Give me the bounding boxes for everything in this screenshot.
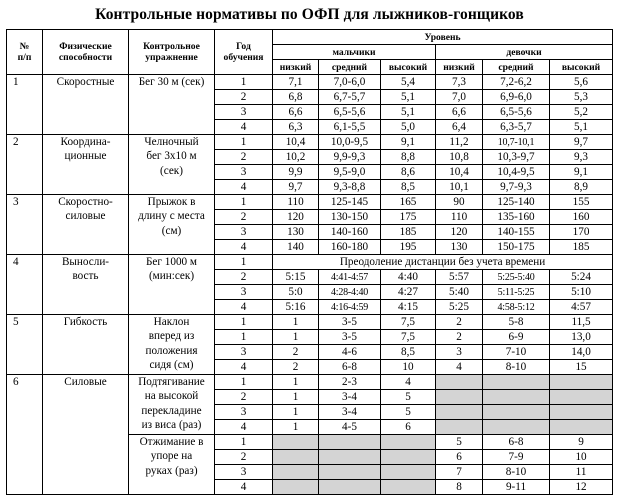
girls-value-cell: 9,1: [550, 165, 613, 180]
girls-value-cell: 8-10: [483, 360, 550, 375]
boys-value-cell: 5:0: [273, 285, 319, 300]
boys-empty-cell: [319, 450, 381, 465]
boys-value-cell: 4-6: [319, 345, 381, 360]
text-line: перекладине: [141, 404, 202, 417]
header-exercise: Контрольное упражнение: [129, 30, 215, 75]
exercise-cell: [129, 375, 215, 435]
boys-value-cell: 6,5-5,6: [319, 105, 381, 120]
girls-value-cell: 6: [436, 450, 483, 465]
year-cell: 4: [215, 120, 273, 135]
boys-value-cell: 8,8: [381, 150, 436, 165]
girls-value-cell: 10,4: [436, 165, 483, 180]
year-cell: 1: [215, 135, 273, 150]
girls-value-cell: 9,3: [550, 150, 613, 165]
boys-value-cell: 6: [381, 420, 436, 435]
girls-empty-cell: [550, 420, 613, 435]
girls-empty-cell: [436, 420, 483, 435]
girls-value-cell: 4:57: [550, 300, 613, 315]
girls-value-cell: 6,6: [436, 105, 483, 120]
boys-value-cell: 6,1-5,5: [319, 120, 381, 135]
boys-value-cell: 2: [273, 360, 319, 375]
girls-value-cell: 10,3-9,7: [483, 150, 550, 165]
ability-cell: [43, 375, 129, 495]
girls-value-cell: 11,5: [550, 315, 613, 330]
girls-value-cell: 10: [550, 450, 613, 465]
girls-value-cell: 5,6: [550, 75, 613, 90]
year-cell: 2: [215, 150, 273, 165]
boys-value-cell: 5,1: [381, 105, 436, 120]
text-line: положения: [145, 344, 198, 357]
boys-value-cell: 110: [273, 195, 319, 210]
header-num: № п/п: [7, 30, 43, 75]
text-line: Выносли-: [61, 256, 110, 268]
girls-value-cell: 10,8: [436, 150, 483, 165]
exercise-cell: [129, 195, 215, 255]
header-boys-low: низкий: [273, 60, 319, 75]
girls-value-cell: 125-140: [483, 195, 550, 210]
boys-value-cell: 10,4: [273, 135, 319, 150]
girls-value-cell: 6,4: [436, 120, 483, 135]
boys-value-cell: 7,0-6,0: [319, 75, 381, 90]
boys-value-cell: 4:15: [381, 300, 436, 315]
exercise-cell: [129, 75, 215, 135]
header-girls-low: низкий: [436, 60, 483, 75]
boys-value-cell: 9,3-8,8: [319, 180, 381, 195]
boys-value-cell: 8,5: [381, 180, 436, 195]
girls-value-cell: 130: [436, 240, 483, 255]
boys-value-cell: 6,8: [273, 90, 319, 105]
boys-value-cell: 1: [273, 315, 319, 330]
text-line: Гибкость: [63, 316, 108, 328]
group-number: 5: [7, 315, 43, 375]
year-cell: 2: [215, 450, 273, 465]
year-cell: 1: [215, 315, 273, 330]
boys-value-cell: 3-5: [319, 330, 381, 345]
header-ability: Физические способности: [43, 30, 129, 75]
girls-value-cell: 6,9-6,0: [483, 90, 550, 105]
girls-value-cell: 5:11-5:25: [483, 285, 550, 300]
boys-empty-cell: [319, 480, 381, 495]
table-row: [7, 75, 613, 90]
header-boys-high: высокий: [381, 60, 436, 75]
girls-value-cell: 4: [436, 360, 483, 375]
group-number: 3: [7, 195, 43, 255]
boys-empty-cell: [319, 435, 381, 450]
boys-value-cell: 4:27: [381, 285, 436, 300]
boys-value-cell: 6,6: [273, 105, 319, 120]
year-cell: 3: [215, 285, 273, 300]
year-cell: 1: [215, 330, 273, 345]
group-number: 2: [7, 135, 43, 195]
girls-value-cell: 170: [550, 225, 613, 240]
boys-value-cell: 130: [273, 225, 319, 240]
boys-value-cell: 2-3: [319, 375, 381, 390]
boys-value-cell: 5: [381, 405, 436, 420]
girls-value-cell: 5,1: [550, 120, 613, 135]
boys-value-cell: 6-8: [319, 360, 381, 375]
boys-value-cell: 9,9: [273, 165, 319, 180]
boys-value-cell: 10: [381, 360, 436, 375]
header-row-level: [7, 30, 613, 45]
girls-value-cell: 8,9: [550, 180, 613, 195]
boys-value-cell: 4:28-4:40: [319, 285, 381, 300]
exercise-cell: [129, 315, 215, 375]
girls-value-cell: 5-8: [483, 315, 550, 330]
boys-value-cell: 5,4: [381, 75, 436, 90]
header-boys-mid: средний: [319, 60, 381, 75]
girls-value-cell: 140-155: [483, 225, 550, 240]
exercise-cell: [129, 135, 215, 195]
year-cell: 1: [215, 255, 273, 270]
girls-value-cell: 150-175: [483, 240, 550, 255]
table-row: [7, 375, 613, 390]
girls-value-cell: 7,2-6,2: [483, 75, 550, 90]
group-number: 1: [7, 75, 43, 135]
girls-value-cell: 90: [436, 195, 483, 210]
text-line: (сек): [160, 164, 183, 177]
text-line: Наклон: [153, 316, 190, 328]
boys-value-cell: 9,1: [381, 135, 436, 150]
girls-value-cell: 11: [550, 465, 613, 480]
boys-value-cell: 5:16: [273, 300, 319, 315]
girls-value-cell: 7,0: [436, 90, 483, 105]
boys-empty-cell: [273, 480, 319, 495]
girls-value-cell: 10,7-10,1: [483, 135, 550, 150]
girls-value-cell: 11,2: [436, 135, 483, 150]
boys-value-cell: 165: [381, 195, 436, 210]
girls-empty-cell: [483, 375, 550, 390]
boys-empty-cell: [381, 480, 436, 495]
boys-empty-cell: [273, 450, 319, 465]
text-line: Отжимание в: [139, 436, 204, 448]
boys-value-cell: 9,5-9,0: [319, 165, 381, 180]
girls-value-cell: 9,7: [550, 135, 613, 150]
girls-value-cell: 5:25-5:40: [483, 270, 550, 285]
girls-value-cell: 10,1: [436, 180, 483, 195]
boys-value-cell: 8,5: [381, 345, 436, 360]
boys-value-cell: 6,3: [273, 120, 319, 135]
boys-value-cell: 120: [273, 210, 319, 225]
boys-value-cell: 3-4: [319, 390, 381, 405]
girls-value-cell: 7-10: [483, 345, 550, 360]
header-year: Год обучения: [215, 30, 273, 75]
girls-value-cell: 9,7-9,3: [483, 180, 550, 195]
boys-empty-cell: [273, 435, 319, 450]
girls-value-cell: 6-9: [483, 330, 550, 345]
boys-value-cell: 9,9-9,3: [319, 150, 381, 165]
girls-empty-cell: [436, 405, 483, 420]
girls-value-cell: 135-160: [483, 210, 550, 225]
year-cell: 4: [215, 180, 273, 195]
text-line: вость: [72, 270, 99, 283]
girls-value-cell: 155: [550, 195, 613, 210]
girls-value-cell: 15: [550, 360, 613, 375]
boys-value-cell: 5: [381, 390, 436, 405]
boys-value-cell: 160-180: [319, 240, 381, 255]
year-cell: 2: [215, 270, 273, 285]
girls-value-cell: 8-10: [483, 465, 550, 480]
girls-value-cell: 185: [550, 240, 613, 255]
boys-value-cell: 8,6: [381, 165, 436, 180]
standards-table: [6, 29, 613, 495]
boys-empty-cell: [381, 435, 436, 450]
boys-value-cell: 7,1: [273, 75, 319, 90]
girls-value-cell: 160: [550, 210, 613, 225]
text-line: длину с места: [138, 210, 205, 223]
boys-value-cell: 175: [381, 210, 436, 225]
text-line: упоре на: [150, 450, 193, 463]
boys-empty-cell: [381, 450, 436, 465]
exercise-cell: [129, 435, 215, 495]
boys-empty-cell: [319, 465, 381, 480]
year-cell: 2: [215, 210, 273, 225]
girls-empty-cell: [550, 405, 613, 420]
year-cell: 2: [215, 90, 273, 105]
girls-value-cell: 110: [436, 210, 483, 225]
boys-value-cell: 130-150: [319, 210, 381, 225]
boys-value-cell: 1: [273, 420, 319, 435]
boys-value-cell: 5,1: [381, 90, 436, 105]
boys-value-cell: 1: [273, 375, 319, 390]
text-line: руках (раз): [145, 464, 198, 477]
girls-value-cell: 5:24: [550, 270, 613, 285]
year-cell: 2: [215, 390, 273, 405]
girls-value-cell: 14,0: [550, 345, 613, 360]
girls-value-cell: 2: [436, 315, 483, 330]
girls-value-cell: 12: [550, 480, 613, 495]
boys-value-cell: 1: [273, 390, 319, 405]
boys-value-cell: 1: [273, 405, 319, 420]
year-cell: 3: [215, 165, 273, 180]
boys-value-cell: 4:40: [381, 270, 436, 285]
boys-value-cell: 195: [381, 240, 436, 255]
boys-value-cell: 4:41-4:57: [319, 270, 381, 285]
year-cell: 1: [215, 75, 273, 90]
year-cell: 3: [215, 105, 273, 120]
girls-value-cell: 4:58-5:12: [483, 300, 550, 315]
text-line: Координа-: [60, 136, 111, 148]
year-cell: 4: [215, 240, 273, 255]
year-cell: 3: [215, 345, 273, 360]
text-line: Бег 30 м (сек): [138, 76, 205, 88]
girls-value-cell: 5:40: [436, 285, 483, 300]
text-line: (см): [161, 224, 182, 237]
year-cell: 4: [215, 300, 273, 315]
boys-value-cell: 185: [381, 225, 436, 240]
year-cell: 4: [215, 360, 273, 375]
girls-value-cell: 5,2: [550, 105, 613, 120]
header-girls: девочки: [436, 45, 613, 60]
boys-value-cell: 10,2: [273, 150, 319, 165]
girls-value-cell: 9: [550, 435, 613, 450]
girls-value-cell: 13,0: [550, 330, 613, 345]
ability-cell: [43, 75, 129, 135]
boys-value-cell: 9,7: [273, 180, 319, 195]
girls-value-cell: 6,3-5,7: [483, 120, 550, 135]
year-cell: 4: [215, 420, 273, 435]
group-number: 6: [7, 375, 43, 495]
girls-value-cell: 10,4-9,5: [483, 165, 550, 180]
boys-empty-cell: [381, 465, 436, 480]
page-title: Контрольные нормативы по ОФП для лыжников-гонщиков: [95, 6, 524, 23]
text-line: Бег 1000 м: [145, 256, 198, 268]
girls-value-cell: 7,3: [436, 75, 483, 90]
text-line: ционные: [64, 150, 107, 163]
girls-value-cell: 7: [436, 465, 483, 480]
boys-value-cell: 10,0-9,5: [319, 135, 381, 150]
text-line: Подтягивание: [138, 376, 205, 388]
boys-value-cell: 4:16-4:59: [319, 300, 381, 315]
text-line: Силовые: [64, 376, 107, 388]
girls-value-cell: 5:25: [436, 300, 483, 315]
table-row: [7, 315, 613, 330]
boys-value-cell: 4: [381, 375, 436, 390]
year-cell: 3: [215, 405, 273, 420]
text-line: Прыжок в: [147, 196, 196, 208]
text-line: вперед из: [148, 330, 195, 343]
header-level: Уровень: [273, 30, 613, 45]
girls-value-cell: 5:10: [550, 285, 613, 300]
girls-empty-cell: [550, 390, 613, 405]
girls-value-cell: 8: [436, 480, 483, 495]
boys-value-cell: 7,5: [381, 315, 436, 330]
girls-value-cell: 6-8: [483, 435, 550, 450]
text-line: силовые: [65, 210, 106, 223]
text-line: Челночный: [144, 136, 199, 148]
text-line: Скоростные: [56, 76, 115, 88]
girls-value-cell: 5: [436, 435, 483, 450]
group-number: 4: [7, 255, 43, 315]
boys-value-cell: 5,0: [381, 120, 436, 135]
boys-value-cell: 7,5: [381, 330, 436, 345]
text-line: сидя (см): [149, 358, 194, 371]
year-cell: 3: [215, 465, 273, 480]
girls-value-cell: 7-9: [483, 450, 550, 465]
year-cell: 1: [215, 195, 273, 210]
merged-note-cell: Преодоление дистанции без учета времени: [273, 255, 613, 270]
ability-cell: [43, 195, 129, 255]
text-line: из виса (раз): [141, 418, 202, 431]
table-row: [7, 135, 613, 150]
boys-value-cell: 1: [273, 330, 319, 345]
girls-empty-cell: [483, 390, 550, 405]
table-row: [7, 195, 613, 210]
text-line: бег 3х10 м: [146, 150, 197, 163]
header-girls-high: высокий: [550, 60, 613, 75]
boys-value-cell: 6,7-5,7: [319, 90, 381, 105]
girls-value-cell: 2: [436, 330, 483, 345]
girls-value-cell: 6,5-5,6: [483, 105, 550, 120]
boys-value-cell: 3-5: [319, 315, 381, 330]
girls-value-cell: 9-11: [483, 480, 550, 495]
girls-empty-cell: [483, 405, 550, 420]
exercise-cell: [129, 255, 215, 315]
girls-empty-cell: [550, 375, 613, 390]
girls-empty-cell: [483, 420, 550, 435]
ability-cell: [43, 315, 129, 375]
boys-value-cell: 140-160: [319, 225, 381, 240]
year-cell: 4: [215, 480, 273, 495]
boys-value-cell: 140: [273, 240, 319, 255]
ability-cell: [43, 135, 129, 195]
boys-value-cell: 4-5: [319, 420, 381, 435]
year-cell: 1: [215, 375, 273, 390]
girls-value-cell: 3: [436, 345, 483, 360]
boys-empty-cell: [273, 465, 319, 480]
year-cell: 1: [215, 435, 273, 450]
year-cell: 3: [215, 225, 273, 240]
girls-value-cell: 120: [436, 225, 483, 240]
boys-value-cell: 2: [273, 345, 319, 360]
header-boys: мальчики: [273, 45, 436, 60]
boys-value-cell: 125-145: [319, 195, 381, 210]
girls-value-cell: 5:57: [436, 270, 483, 285]
boys-value-cell: 5:15: [273, 270, 319, 285]
text-line: на высокой: [144, 390, 199, 403]
girls-value-cell: 5,3: [550, 90, 613, 105]
text-line: Скоростно-: [58, 196, 113, 208]
girls-empty-cell: [436, 390, 483, 405]
text-line: (мин:сек): [148, 270, 195, 283]
table-row: [7, 255, 613, 270]
boys-value-cell: 3-4: [319, 405, 381, 420]
ability-cell: [43, 255, 129, 315]
header-girls-mid: средний: [483, 60, 550, 75]
girls-empty-cell: [436, 375, 483, 390]
